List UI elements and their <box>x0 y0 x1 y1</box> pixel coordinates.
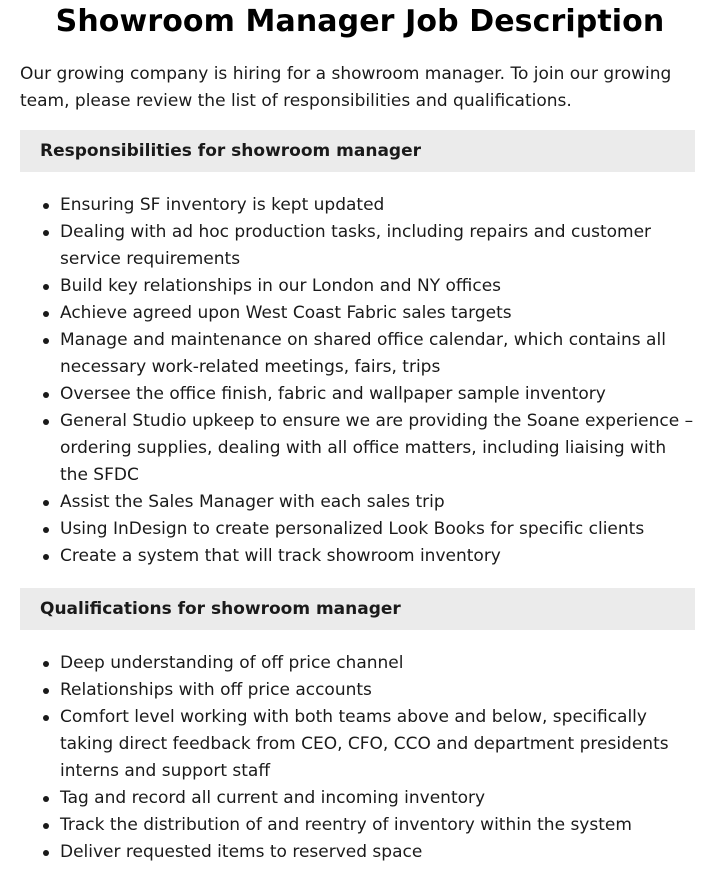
responsibilities-heading: Responsibilities for showroom manager <box>20 130 695 172</box>
list-item: Using InDesign to create personalized Look Books for specific clients <box>60 516 694 543</box>
list-item: Comfort level working with both teams above and below, specifically taking direct feedback from CEO, CFO, CCO and department presidents interns and support staff <box>60 704 694 785</box>
responsibilities-list <box>0 192 720 570</box>
list-item: Create a system that will track showroom inventory <box>60 543 694 570</box>
list-item: Assist the Sales Manager with each sales trip <box>60 489 694 516</box>
list-item: Tag and record all current and incoming inventory <box>60 785 694 812</box>
list-item: Deep understanding of off price channel <box>60 650 694 677</box>
list-item: Dealing with ad hoc production tasks, including repairs and customer service requirements <box>60 219 694 273</box>
list-item: Relationships with off price accounts <box>60 677 694 704</box>
qualifications-heading: Qualifications for showroom manager <box>20 588 695 630</box>
list-item: Ensuring SF inventory is kept updated <box>60 192 694 219</box>
list-item: General Studio upkeep to ensure we are providing the Soane experience – ordering supplies, dealing with all office matters, including liaising with the SFDC <box>60 408 694 489</box>
list-item: Manage and maintenance on shared office calendar, which contains all necessary work-related meetings, fairs, trips <box>60 327 694 381</box>
qualifications-list <box>0 650 720 866</box>
page-title: Showroom Manager Job Description <box>55 4 665 39</box>
intro-paragraph: Our growing company is hiring for a showroom manager. To join our growing team, please review the list of responsibilities and qualifications. <box>20 64 672 111</box>
list-item: Deliver requested items to reserved space <box>60 839 694 866</box>
list-item: Oversee the office finish, fabric and wallpaper sample inventory <box>60 381 694 408</box>
list-item: Track the distribution of and reentry of inventory within the system <box>60 812 694 839</box>
list-item: Achieve agreed upon West Coast Fabric sales targets <box>60 300 694 327</box>
list-item: Build key relationships in our London and NY offices <box>60 273 694 300</box>
